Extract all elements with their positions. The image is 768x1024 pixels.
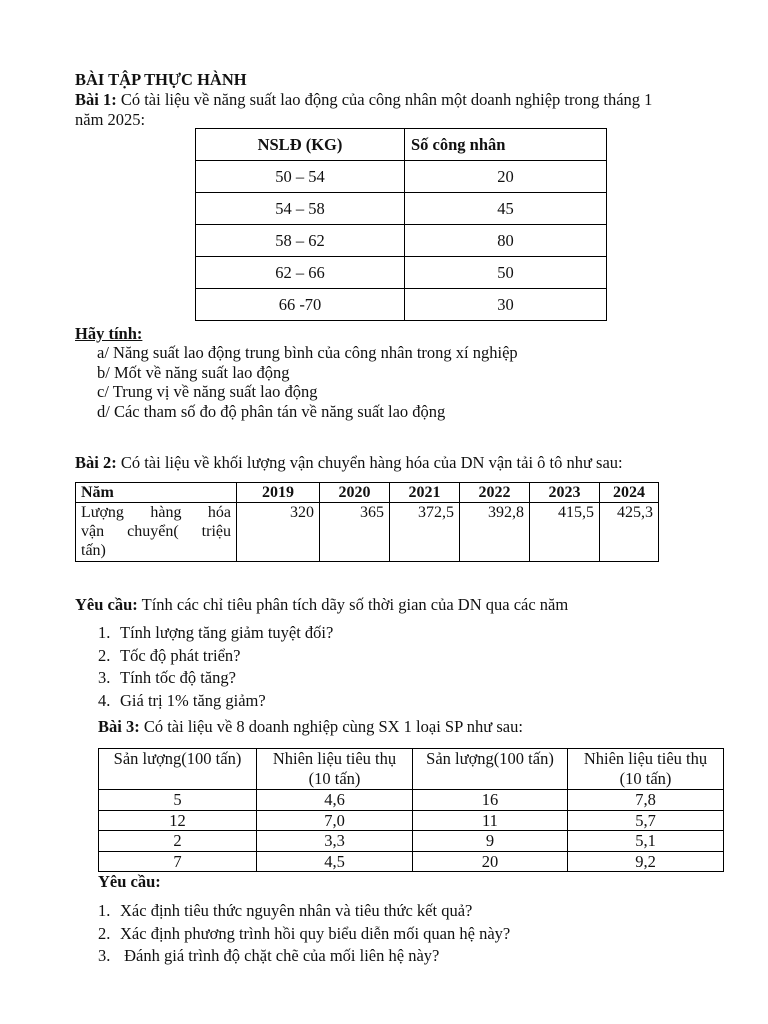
table-cell: 66 -70	[196, 289, 405, 321]
table-cell: 4,6	[257, 790, 413, 811]
bai1-text: Có tài liệu về năng suất lao động của công nhân một doanh nghiệp trong tháng 1	[116, 90, 653, 109]
table-cell: 30	[405, 289, 607, 321]
header-line: Sản lượng(100 tấn)	[426, 749, 554, 768]
bai1-task-d: d/ Các tham số đo độ phân tán về năng suất lao động	[97, 402, 446, 421]
list-item: 4. Giá trị 1% tăng giảm?	[98, 690, 266, 710]
list-item: 1. Xác định tiêu thức nguyên nhân và tiêu thức kết quả?	[98, 901, 473, 920]
table-cell: 320	[237, 503, 320, 562]
table-header-cell	[257, 749, 413, 790]
question-text: Giá trị 1% tăng giảm?	[120, 690, 266, 710]
table-cell: 7,0	[257, 810, 413, 831]
table-cell: 62 – 66	[196, 257, 405, 289]
table-row	[196, 225, 607, 257]
table-cell: 54 – 58	[196, 193, 405, 225]
table-header-cell: 2022	[460, 483, 530, 503]
row-label-line: Lượng hàng hóa	[81, 504, 231, 521]
table-header-cell: Năm	[76, 483, 237, 503]
table-header-cell: 2023	[530, 483, 600, 503]
table-cell: 9,2	[568, 851, 724, 872]
bai3-question-list	[98, 900, 510, 968]
table-cell: 2	[99, 831, 257, 852]
bai2-intro	[75, 453, 623, 473]
header-line: Nhiên liệu tiêu thụ	[583, 749, 708, 768]
productivity-table	[195, 128, 607, 321]
bai3-label: Bài 3:	[98, 717, 140, 736]
table-cell: 58 – 62	[196, 225, 405, 257]
question-text: Tính lượng tăng giảm tuyệt đối?	[120, 623, 334, 642]
bai2-requirement	[75, 595, 568, 615]
table-row	[99, 831, 724, 852]
list-item: 2. Tốc độ phát triển?	[98, 645, 241, 665]
table-cell: 365	[320, 503, 390, 562]
header-line: (10 tấn)	[619, 768, 672, 788]
table-header-cell	[99, 749, 257, 790]
table-cell: 7	[99, 851, 257, 872]
table-cell: 372,5	[390, 503, 460, 562]
table-header-cell: 2021	[390, 483, 460, 503]
table-cell: 20	[413, 851, 568, 872]
bai1-intro-line1	[75, 90, 652, 110]
table-header-cell: NSLĐ (KG)	[196, 129, 405, 161]
row-label-line: vận chuyển( triệu	[81, 523, 231, 540]
question-text: Tốc độ phát triển?	[120, 645, 241, 665]
table-row	[99, 790, 724, 811]
table-cell: 5,1	[568, 831, 724, 852]
table-cell: 5,7	[568, 810, 724, 831]
list-item: 3. Tính tốc độ tăng?	[98, 668, 236, 687]
bai3-req-label: Yêu cầu:	[98, 872, 161, 891]
row-label-line: tấn)	[81, 542, 106, 559]
bai1-task-b: b/ Mốt về năng suất lao động	[97, 363, 290, 382]
bai1-task-a: a/ Năng suất lao động trung bình của công nhân trong xí nghiệp	[97, 343, 518, 362]
table-cell: 20	[405, 161, 607, 193]
table-row	[99, 851, 724, 872]
table-cell: 5	[99, 790, 257, 811]
table-cell: 4,5	[257, 851, 413, 872]
bai1-task-heading: Hãy tính:	[75, 324, 143, 343]
table-cell: 45	[405, 193, 607, 225]
table-cell: 7,8	[568, 790, 724, 811]
table-cell: 9	[413, 831, 568, 852]
bai2-text: Có tài liệu về khối lượng vận chuyển hàng hóa của DN vận tải ô tô như sau:	[116, 453, 623, 472]
question-text: Xác định phương trình hồi quy biểu diễn mối quan hệ này?	[120, 923, 511, 943]
table-cell: 12	[99, 810, 257, 831]
bai2-question-list	[98, 622, 333, 712]
bai1-intro-line2: năm 2025:	[75, 110, 146, 129]
table-header-row	[76, 483, 659, 503]
list-item: 1. Tính lượng tăng giảm tuyệt đối?	[98, 623, 334, 642]
bai1-task-c: c/ Trung vị về năng suất lao động	[97, 382, 318, 401]
bai3-intro	[98, 717, 523, 737]
bai2-req-text: Tính các chỉ tiêu phân tích dãy số thời gian của DN qua các năm	[137, 595, 569, 614]
list-item: 2. Xác định phương trình hồi quy biểu diễn mối quan hệ này?	[98, 923, 511, 943]
fuel-output-table	[98, 748, 724, 872]
table-cell: 11	[413, 810, 568, 831]
table-cell: 425,3	[600, 503, 659, 562]
table-row	[196, 161, 607, 193]
table-header-cell	[413, 749, 568, 790]
header-line: Nhiên liệu tiêu thụ	[272, 749, 397, 768]
document-title: BÀI TẬP THỰC HÀNH	[75, 70, 247, 89]
table-header-cell: 2020	[320, 483, 390, 503]
table-header-cell: 2024	[600, 483, 659, 503]
table-header-cell: Số công nhân	[405, 129, 607, 161]
bai2-label: Bài 2:	[75, 453, 117, 472]
bai1-label: Bài 1:	[75, 90, 117, 109]
freight-table	[75, 482, 659, 562]
question-text: Xác định tiêu thức nguyên nhân và tiêu thức kết quả?	[120, 901, 473, 920]
table-row	[99, 810, 724, 831]
table-cell: 50 – 54	[196, 161, 405, 193]
table-row	[196, 257, 607, 289]
table-header-row	[99, 749, 724, 790]
table-cell: 50	[405, 257, 607, 289]
bai2-req-label: Yêu cầu:	[75, 595, 138, 614]
question-text: Tính tốc độ tăng?	[120, 668, 236, 687]
list-item: 3. Đánh giá trình độ chặt chẽ của mối liên hệ này?	[98, 946, 440, 965]
table-header-cell	[568, 749, 724, 790]
table-header-row	[196, 129, 607, 161]
question-text: Đánh giá trình độ chặt chẽ của mối liên hệ này?	[120, 946, 440, 965]
table-row	[76, 503, 659, 562]
table-cell: 392,8	[460, 503, 530, 562]
table-cell: 3,3	[257, 831, 413, 852]
table-cell: 80	[405, 225, 607, 257]
table-cell: 415,5	[530, 503, 600, 562]
table-row	[196, 289, 607, 321]
table-cell: 16	[413, 790, 568, 811]
header-line: (10 tấn)	[308, 768, 361, 788]
table-row	[196, 193, 607, 225]
bai3-text: Có tài liệu về 8 doanh nghiệp cùng SX 1 loại SP như sau:	[139, 717, 523, 736]
table-header-cell: 2019	[237, 483, 320, 503]
table-row-label	[76, 503, 237, 562]
header-line: Sản lượng(100 tấn)	[113, 749, 242, 768]
